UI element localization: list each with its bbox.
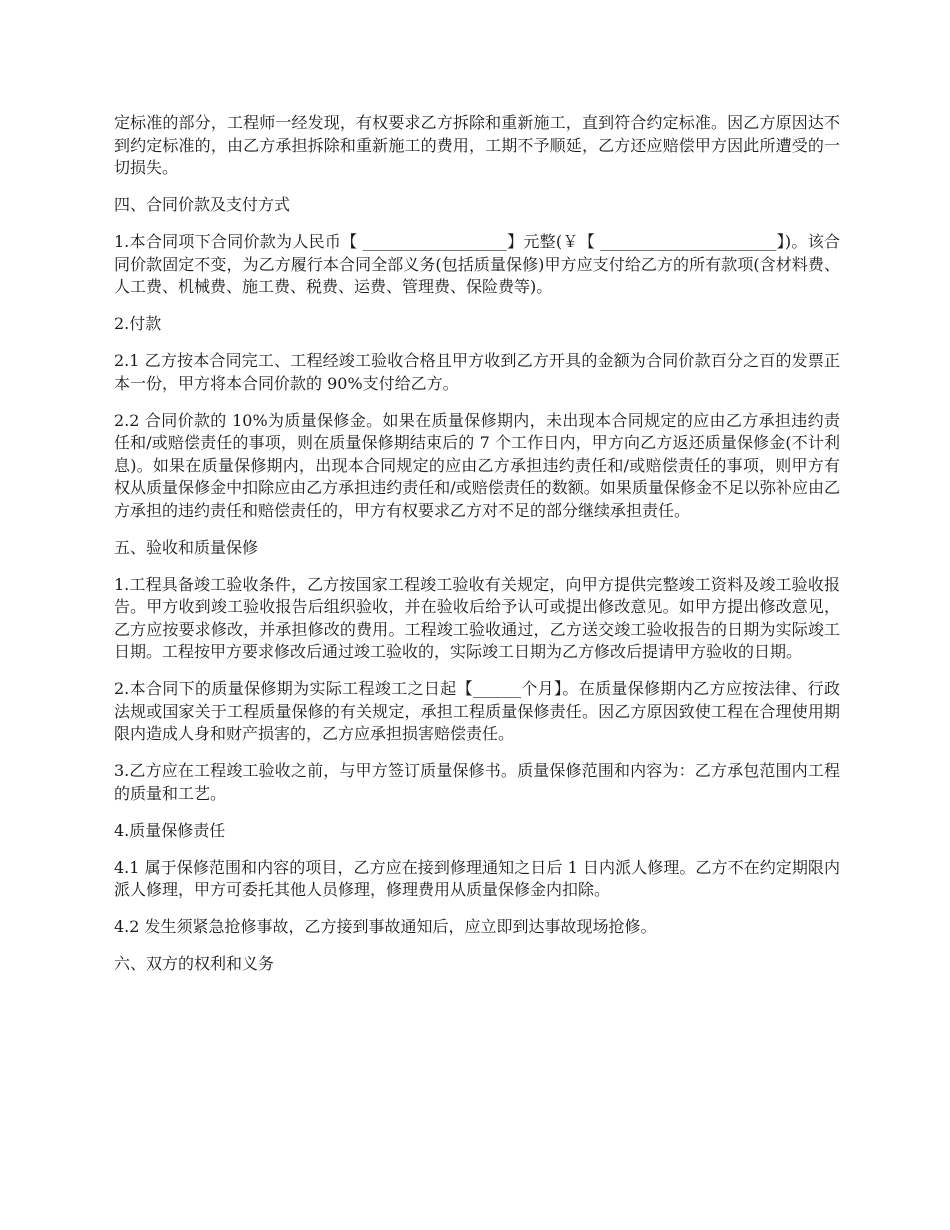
section-heading-price-payment: 四、合同价款及支付方式: [114, 195, 291, 214]
subheading-payment: 2.付款: [114, 314, 162, 333]
document-page: [114, 112, 840, 990]
subheading-warranty-responsibility: 4.质量保修责任: [114, 820, 226, 840]
paragraph-payment-2-2: 2.2 合同价款的 10%为质量保修金。如果在质量保修期内，未出现本合同规定的应由乙方承担违约责任和/或赔偿责任的事项，则在质量保修期结束后的 7 个工作日内，甲方向乙方返还质量保修金(不计利息)。如果在质量保修期内，出现本合同规定的应由乙方承担违约责任和/或赔偿责任的事项，则甲方有权从质量保修金中扣除应由乙方承担违约责任和/或赔偿责任的数额。如果质量保修金不足以弥补应由乙方承担的违约责任和赔偿责任的，甲方有权要求乙方对不足的部分继续承担责任。: [114, 410, 840, 520]
paragraph-warranty-4-1: 4.1 属于保修范围和内容的项目，乙方应在接到修理通知之日后 1 日内派人修理。乙方不在约定期限内派人修理，甲方可委托其他人员修理，修理费用从质量保修金内扣除。: [114, 857, 840, 899]
section-heading-acceptance-warranty: 五、验收和质量保修: [114, 537, 259, 557]
paragraph-warranty-period-2: 2.本合同下的质量保修期为实际工程竣工之日起【______个月】。在质量保修期内乙方应按法律、行政法规或国家关于工程质量保修的有关规定，承担工程质量保修责任。因乙方原因致使工程在合理使用期限内造成人身和财产损害的，乙方应承担损害赔偿责任。: [114, 679, 840, 743]
paragraph-payment-2-1: 2.1 乙方按本合同完工、工程经竣工验收合格且甲方收到乙方开具的金额为合同价款百分之百的发票正本一份，甲方将本合同价款的 90%支付给乙方。: [114, 351, 840, 393]
section-heading-rights-obligations: 六、双方的权利和义务: [114, 954, 275, 973]
paragraph-standard-rework: 定标准的部分，工程师一经发现，有权要求乙方拆除和重新施工，直到符合约定标准。因乙方原因达不到约定标准的，由乙方承担拆除和重新施工的费用，工期不予顺延，乙方还应赔偿甲方因此所遭受的一切损失。: [114, 113, 840, 177]
paragraph-warranty-4-2: 4.2 发生须紧急抢修事故，乙方接到事故通知后，应立即到达事故现场抢修。: [114, 917, 657, 936]
paragraph-warranty-agreement-3: 3.乙方应在工程竣工验收之前，与甲方签订质量保修书。质量保修范围和内容为：乙方承包范围内工程的质量和工艺。: [114, 761, 840, 803]
paragraph-contract-price: 1.本合同项下合同价款为人民币【 __________________】元整(￥【 ______________________】)。该合同价款固定不变，为乙方履行本合同全部义务(包括质量保修)甲方应支付给乙方的所有款项(含材料费、人工费、机械费、施工费、税费、运费、管理费、保险费等)。: [114, 232, 840, 296]
paragraph-acceptance-1: 1.工程具备竣工验收条件，乙方按国家工程竣工验收有关规定，向甲方提供完整竣工资料及竣工验收报告。甲方收到竣工验收报告后组织验收，并在验收后给予认可或提出修改意见。如甲方提出修改意见，乙方应按要求修改，并承担修改的费用。工程竣工验收通过，乙方送交竣工验收报告的日期为实际竣工日期。工程按甲方要求修改后通过竣工验收的，实际竣工日期为乙方修改后提请甲方验收的日期。: [114, 574, 840, 661]
